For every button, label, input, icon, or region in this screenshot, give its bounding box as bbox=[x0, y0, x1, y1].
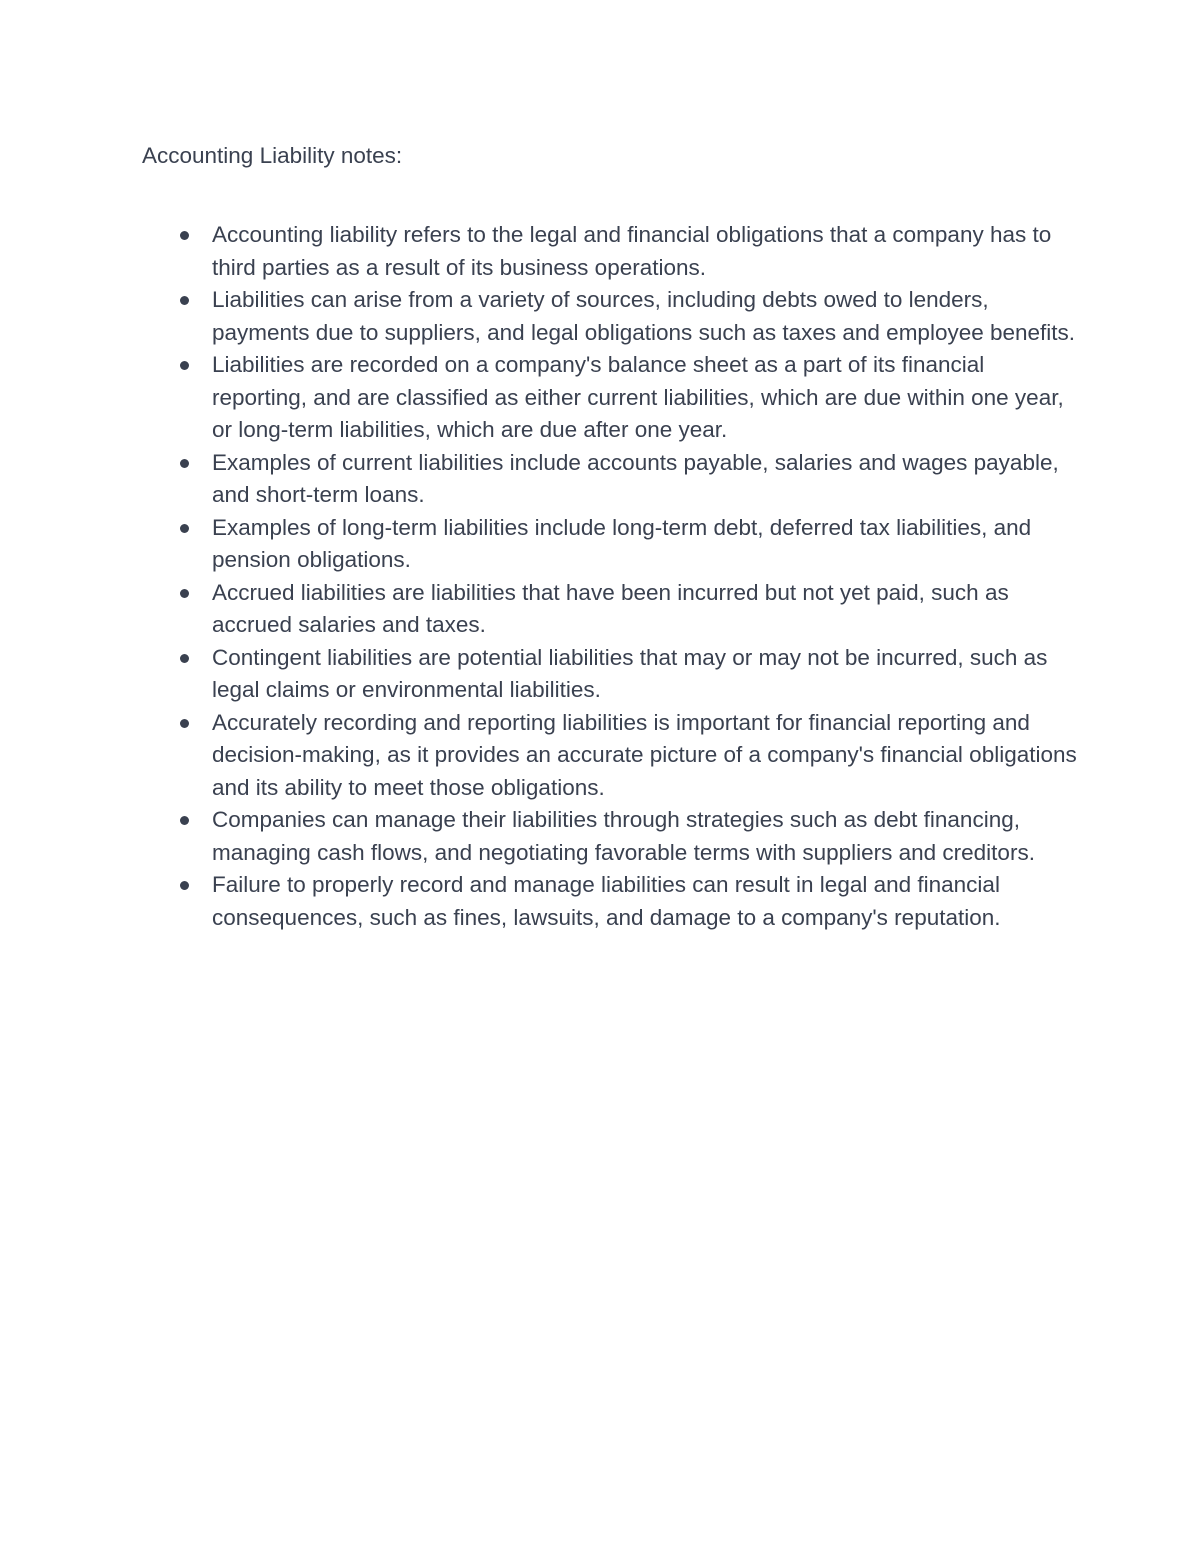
list-item bbox=[178, 512, 1078, 577]
list-item bbox=[178, 869, 1078, 934]
bullet-icon bbox=[180, 524, 189, 533]
list-item-text: Examples of current liabilities include accounts payable, salaries and wages payable, and short-term loans. bbox=[212, 449, 1059, 507]
list-item-text: Accounting liability refers to the legal and financial obligations that a company has to third parties as a result of its business operations. bbox=[212, 222, 1052, 280]
list-item-text: Liabilities are recorded on a company's balance sheet as a part of its financial reporting, and are classified as either current liabilities, which are due within one year, or long-term liabilities, which are due after one year. bbox=[212, 352, 1064, 442]
list-item-text: Accurately recording and reporting liabilities is important for financial reporting and decision-making, as it provides an accurate picture of a company's financial obligations and its ability to meet those obligations. bbox=[212, 709, 1077, 800]
list-item bbox=[178, 577, 1078, 642]
bullet-icon bbox=[180, 296, 189, 305]
bullet-icon bbox=[180, 231, 189, 240]
notes-list bbox=[178, 219, 1078, 934]
list-item-text: Companies can manage their liabilities through strategies such as debt financing, managing cash flows, and negotiating favorable terms with suppliers and creditors. bbox=[212, 807, 1035, 865]
list-item bbox=[178, 447, 1078, 512]
bullet-icon bbox=[180, 719, 189, 728]
list-item bbox=[178, 642, 1078, 707]
list-item-text: Examples of long-term liabilities include long-term debt, deferred tax liabilities, and pension obligations. bbox=[212, 514, 1032, 572]
bullet-icon bbox=[180, 589, 189, 598]
list-item bbox=[178, 219, 1078, 284]
list-item-text: Accrued liabilities are liabilities that have been incurred but not yet paid, such as accrued salaries and taxes. bbox=[212, 579, 1009, 637]
list-item bbox=[178, 804, 1078, 869]
list-item-text: Contingent liabilities are potential liabilities that may or may not be incurred, such as legal claims or environmental liabilities. bbox=[212, 644, 1048, 702]
list-item-text: Failure to properly record and manage liabilities can result in legal and financial consequences, such as fines, lawsuits, and damage to a company's reputation. bbox=[212, 872, 1001, 930]
document-title: Accounting Liability notes: bbox=[142, 143, 403, 168]
list-item bbox=[178, 707, 1078, 805]
bullet-icon bbox=[180, 459, 189, 468]
list-item bbox=[178, 349, 1078, 447]
list-item bbox=[178, 284, 1078, 349]
list-item-text: Liabilities can arise from a variety of sources, including debts owed to lenders, payments due to suppliers, and legal obligations such as taxes and employee benefits. bbox=[212, 287, 1076, 345]
bullet-icon bbox=[180, 816, 189, 825]
bullet-icon bbox=[180, 654, 189, 663]
bullet-icon bbox=[180, 361, 189, 370]
bullet-icon bbox=[180, 881, 189, 890]
